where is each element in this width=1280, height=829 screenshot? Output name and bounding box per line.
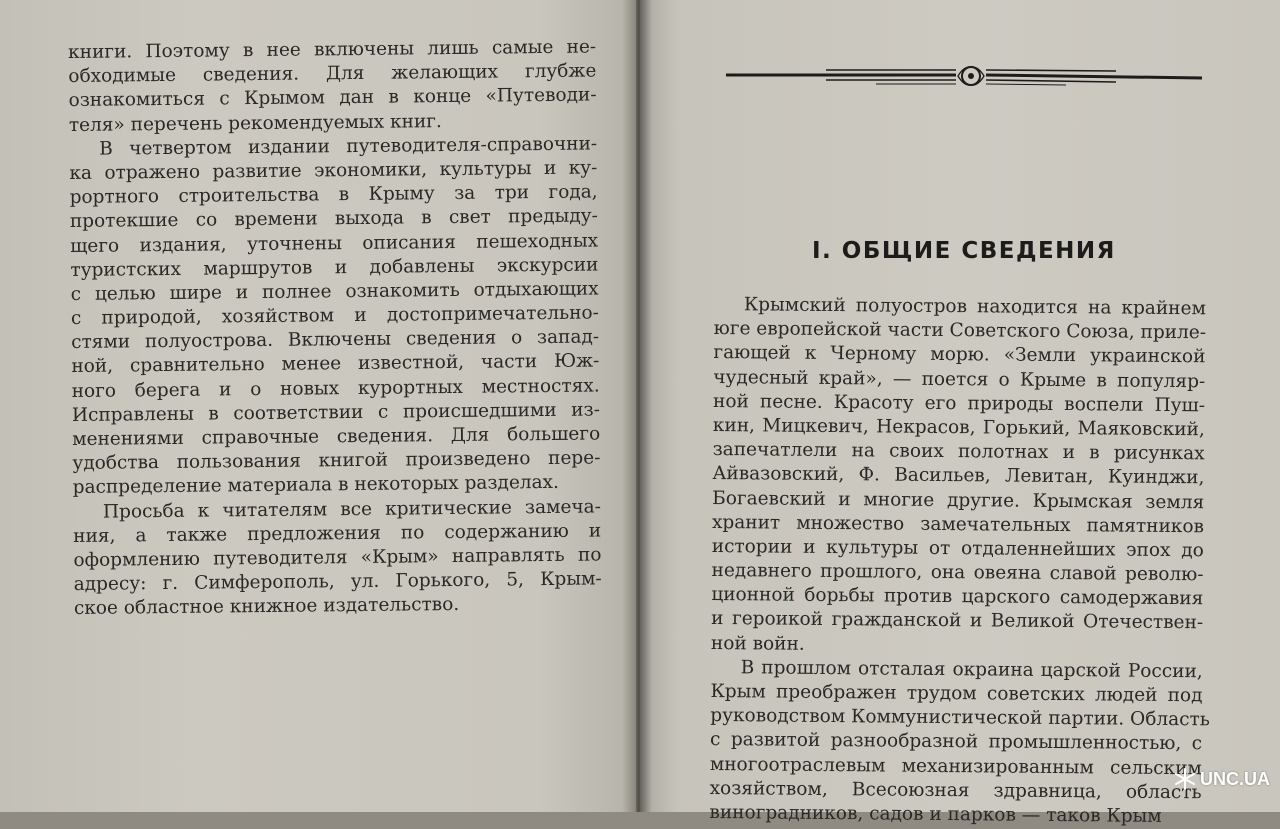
text-line: Крымский полуостров находится на крайнем <box>743 294 1206 320</box>
text-line: ционной борьбы против царского самодержавия <box>711 584 1204 610</box>
text-line: хранит множество замечательных памятников <box>711 511 1205 537</box>
text-line: менениями справочные сведения. Для большего <box>72 423 601 450</box>
book-gutter <box>622 0 652 812</box>
text-line: щего издания, уточнены описания пешеходных <box>70 229 599 257</box>
text-line: с развитой разнообразной промышленностью, с <box>710 729 1203 755</box>
section-heading: I. ОБЩИЕ СВЕДЕНИЯ <box>812 238 1116 264</box>
text-line: Богаевский и многие другие. Крымская земля <box>712 487 1205 513</box>
text-line: и героикой гражданской и Великой Отечествен- <box>711 608 1204 634</box>
text-line: рортного строительства в Крыму за три года, <box>69 181 598 209</box>
text-line: ознакомиться с Крымом дан в конце «Путеводи- <box>68 84 597 112</box>
text-line: ка отражено развитие экономики, культуры и ку- <box>69 157 598 184</box>
text-line: гающей к Черному морю. «Земли украинской <box>713 342 1206 368</box>
text-line: В прошлом отсталая окраина царской России, <box>740 657 1203 683</box>
text-line: кин, Мицкевич, Некрасов, Горький, Маяковский, <box>712 414 1205 441</box>
text-line: адресу: г. Симферополь, ул. Горького, 5, Крым- <box>73 568 602 596</box>
text-line: удобства пользования книгой произведено пере- <box>72 447 601 475</box>
text-line: В четвертом издании путеводителя-справочни- <box>99 133 598 160</box>
text-line: ское областное книжное издательство. <box>73 594 460 620</box>
text-line: Крым преображен трудом советских людей под <box>710 680 1203 707</box>
snowflake-icon <box>1174 768 1196 790</box>
text-line: оформлению путеводителя «Крым» направлять по <box>73 544 602 571</box>
text-line: обходимые сведения. Для желающих глубже <box>68 60 597 88</box>
text-line: многоотраслевым механизированным сельским <box>709 753 1202 779</box>
text-line: протекшие со времени выхода в свет предыду- <box>69 205 598 233</box>
text-line: чудесный край», — поется о Крыме в популяр- <box>713 366 1206 392</box>
text-line: Айвазовский, Ф. Васильев, Левитан, Куинджи, <box>712 463 1205 489</box>
text-line: юге европейской части Советского Союза, приле- <box>713 318 1207 344</box>
left-page-text <box>68 35 602 621</box>
text-line: стями полуострова. Включены сведения о запад- <box>71 326 600 354</box>
text-line: Исправлены в соответствии с происшедшими из- <box>71 399 601 426</box>
watermark-text: UNC.UA <box>1200 768 1270 789</box>
left-page <box>0 0 636 812</box>
text-line: с целью шире и полнее ознакомить отдыхающих <box>70 278 599 305</box>
text-line: Просьба к читателям все критические замеча- <box>102 496 602 523</box>
text-line: теля» перечень рекомендуемых книг. <box>68 110 442 136</box>
text-line: с природой, хозяйством и достопримечательно- <box>70 302 599 330</box>
text-line: книги. Поэтому в нее включены лишь самые не- <box>68 36 597 63</box>
text-line: ной, сравнительно менее известной, части Юж- <box>71 350 600 378</box>
right-page-text <box>709 293 1210 829</box>
text-line: руководством Коммунистической партии. Область <box>710 705 1210 731</box>
text-line: туристских маршрутов и добавлены экскурсии <box>70 254 599 281</box>
text-line: истории и культуры от отдаленнейших эпох до <box>711 535 1204 562</box>
text-line: хозяйством, Всесоюзная здравница, область <box>709 777 1202 804</box>
text-line: запечатлели на своих полотнах и в рисунках <box>712 439 1205 465</box>
text-line: виноградников, садов и парков — таков Крым <box>709 801 1162 827</box>
text-line: ния, а также предложения по содержанию и <box>73 520 602 547</box>
watermark <box>1174 768 1270 790</box>
text-line: ной войн. <box>710 632 805 655</box>
decorative-ornament-divider <box>726 64 1202 90</box>
text-line: недавнего прошлого, она овеяна славой револю- <box>711 560 1204 586</box>
text-line: ной песне. Красоту его природы воспели Пуш- <box>712 390 1206 417</box>
text-line: распределение материала в некоторых разделах. <box>72 472 560 499</box>
text-line: ного берега и о новых курортных местностях. <box>71 375 600 402</box>
